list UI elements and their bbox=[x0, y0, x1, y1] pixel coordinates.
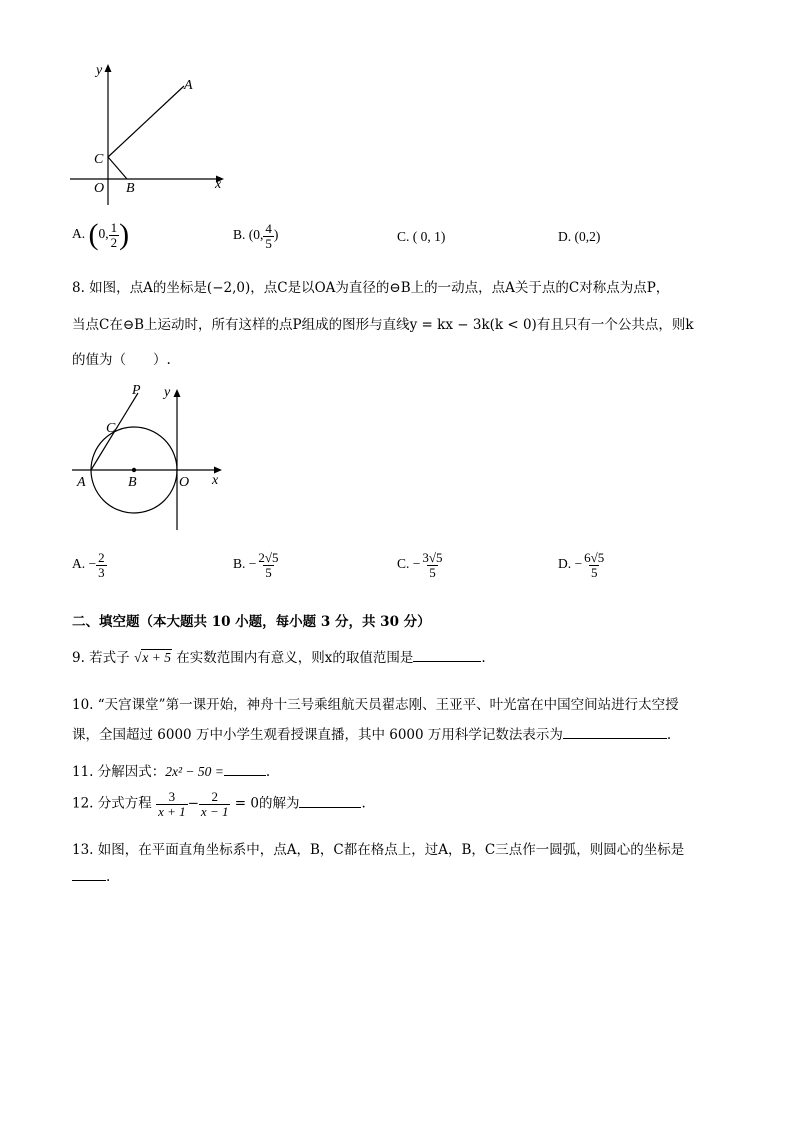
label-o: O bbox=[94, 181, 105, 196]
q11-answer-blank[interactable] bbox=[224, 763, 266, 776]
q10-line-1: 10. “天宫课堂”第一课开始，神舟十三号乘组航天员翟志刚、王亚平、叶光富在中国空间站进行太空授 bbox=[72, 697, 679, 713]
label-o: O bbox=[179, 475, 190, 490]
q8-option-a[interactable]: A. − $\frac{2}{3}$ bbox=[72, 550, 105, 580]
figure-1 bbox=[66, 58, 236, 208]
q10-answer-blank[interactable] bbox=[563, 726, 667, 739]
q8-line-3: 的值为（ ）. bbox=[72, 352, 171, 368]
y-axis-arrow bbox=[174, 389, 181, 397]
label-x: x bbox=[215, 177, 222, 192]
q8-line-2: 当点C在⊖B上运动时，所有这样的点P组成的图形与直线y = kx − 3k(k < 0)有且只有一个公共点，则k bbox=[72, 317, 694, 333]
q8-line-1: 8. 如图，点A的坐标是(−2,0)，点C是以OA为直径的⊖B上的一动点，点A关于点的C对称点为点P， bbox=[72, 280, 670, 296]
q7-option-c[interactable]: C. ( 0, 1) bbox=[397, 229, 446, 244]
q8-option-d[interactable]: D. − $\frac{6√5}{5}$ bbox=[558, 550, 605, 580]
label-x: x bbox=[212, 473, 219, 488]
label-b: B bbox=[128, 475, 137, 490]
q13-line-1: 13. 如图，在平面直角坐标系中，点A，B，C都在格点上，过A，B，C三点作一圆弧，则圆心的坐标是 bbox=[72, 842, 685, 858]
segment-cb bbox=[108, 157, 127, 179]
label-y: y bbox=[96, 63, 103, 78]
q13-line-2: . bbox=[72, 868, 110, 885]
point-b bbox=[132, 468, 136, 472]
label-c: C bbox=[106, 421, 116, 436]
label-a: A bbox=[184, 78, 193, 93]
q9-answer-blank[interactable] bbox=[413, 649, 481, 662]
label-a: A bbox=[77, 475, 86, 490]
label-b: B bbox=[126, 181, 135, 196]
q8-option-c[interactable]: C. − $\frac{3√5}{5}$ bbox=[397, 550, 443, 580]
label-c: C bbox=[94, 152, 104, 167]
label-p: P bbox=[132, 383, 141, 398]
q13-answer-blank[interactable] bbox=[72, 868, 106, 881]
q10-line-2: 课，全国超过 6000 万中小学生观看授课直播，其中 6000 万用科学记数法表示为 . bbox=[72, 727, 672, 743]
q7-option-d[interactable]: D. (0,2) bbox=[558, 229, 601, 244]
q11: 11. 分解因式：2x² − 50 = . bbox=[72, 764, 271, 780]
ray-ca bbox=[108, 86, 184, 157]
q8-option-b[interactable]: B. − $\frac{2√5}{5}$ bbox=[233, 550, 279, 580]
q7-option-a[interactable]: A. (0, $\frac{1}{2}$ ) bbox=[72, 218, 130, 251]
q12: 12. 分式方程 $\frac{3}{x + 1}$ − $\frac{2}{x - 1}$ = 0的解为 . bbox=[72, 789, 366, 819]
y-axis-arrow bbox=[105, 64, 112, 72]
q9: 9. 若式子 √x + 5 在实数范围内有意义，则x的取值范围是 . bbox=[72, 650, 486, 666]
figure-2 bbox=[66, 378, 236, 538]
section-title-fill-in: 二、填空题（本大题共 10 小题，每小题 3 分，共 30 分） bbox=[72, 614, 431, 630]
q7-option-b[interactable]: B. (0, $\frac{4}{5}$ ) bbox=[233, 221, 279, 251]
q12-answer-blank[interactable] bbox=[299, 795, 361, 808]
label-y: y bbox=[164, 385, 171, 400]
